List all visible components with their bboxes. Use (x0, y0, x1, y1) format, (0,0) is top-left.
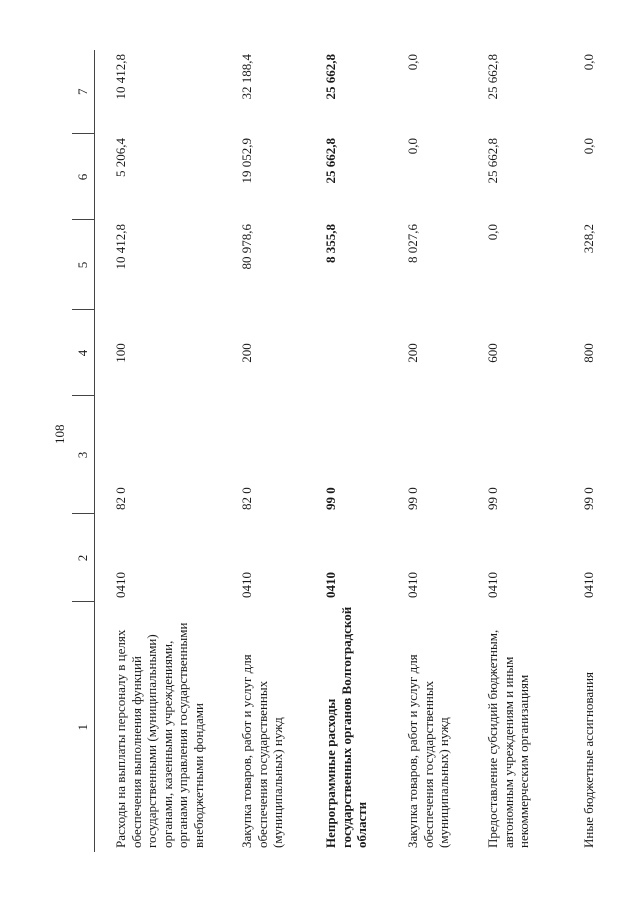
expense-type-cell: 600 (485, 343, 500, 363)
amount-5-cell: 10 412,8 (113, 224, 128, 270)
program-cell: 82 0 (239, 487, 254, 510)
section-cell: 0410 (323, 572, 338, 598)
program-cell: 99 0 (323, 487, 338, 510)
row-name-cell: Непрограммные расходы государственных органов Волгоградской области (323, 606, 370, 848)
section-cell: 0410 (239, 572, 254, 598)
expense-type-cell: 200 (239, 343, 254, 363)
amount-7-cell: 25 662,8 (323, 54, 338, 100)
amount-7-cell: 0,0 (405, 54, 420, 71)
amount-7-cell: 10 412,8 (113, 54, 128, 100)
row-name-cell: Закупка товаров, работ и услуг для обеспечения государственных (муниципальных) нужд (405, 654, 452, 848)
program-cell: 82 0 (113, 487, 128, 510)
table-header-row (72, 50, 95, 852)
section-cell: 0410 (485, 572, 500, 598)
row-name-cell: Закупка товаров, работ и услуг для обеспечения государственных (муниципальных) нужд (239, 654, 286, 848)
amount-5-cell: 328,2 (581, 224, 596, 254)
row-name-cell: Предоставление субсидий бюджетным, автономным учреждениям и иным некоммерческим организациям (485, 629, 532, 848)
row-name-cell: Иные бюджетные ассигнования (581, 671, 596, 848)
table-row (387, 50, 467, 852)
amount-5-cell: 0,0 (485, 224, 500, 241)
amount-6-cell: 25 662,8 (323, 138, 338, 184)
amount-5-cell: 8 355,8 (323, 224, 338, 263)
column-header-5: 5 (72, 220, 95, 310)
column-header-6: 6 (72, 134, 95, 220)
column-header-3: 3 (72, 396, 95, 514)
column-header-4: 4 (72, 310, 95, 396)
amount-6-cell: 0,0 (405, 138, 420, 155)
table-row (221, 50, 305, 852)
budget-table (72, 50, 617, 852)
column-header-2: 2 (72, 514, 95, 602)
page-number: 108 (52, 424, 67, 444)
program-cell: 99 0 (581, 487, 596, 510)
table-row (467, 50, 563, 852)
column-header-1: 1 (72, 602, 95, 852)
table-row (95, 50, 222, 852)
table-row (563, 50, 617, 852)
expense-type-cell: 100 (113, 343, 128, 363)
column-header-7: 7 (72, 50, 95, 134)
amount-7-cell: 32 188,4 (239, 54, 254, 100)
row-name-cell: Расходы на выплаты персоналу в целях обеспечения выполнения функций государственными (муниципальными) органами, казенными учреждениями, органами управления государственными внебюджетными фондами (113, 622, 206, 848)
program-cell: 99 0 (405, 487, 420, 510)
expense-type-cell: 200 (405, 343, 420, 363)
expense-type-cell (305, 310, 387, 396)
amount-6-cell: 0,0 (581, 138, 596, 155)
amount-7-cell: 25 662,8 (485, 54, 500, 100)
section-cell: 0410 (113, 572, 128, 598)
section-cell: 0410 (405, 572, 420, 598)
amount-6-cell: 19 052,9 (239, 138, 254, 184)
expense-type-cell: 800 (581, 343, 596, 363)
amount-5-cell: 8 027,6 (405, 224, 420, 263)
amount-5-cell: 80 978,6 (239, 224, 254, 270)
section-cell: 0410 (581, 572, 596, 598)
amount-6-cell: 25 662,8 (485, 138, 500, 184)
amount-7-cell: 0,0 (581, 54, 596, 71)
table-row-bold (305, 50, 387, 852)
program-cell: 99 0 (485, 487, 500, 510)
rotated-page-content (72, 50, 602, 852)
amount-6-cell: 5 206,4 (113, 138, 128, 177)
